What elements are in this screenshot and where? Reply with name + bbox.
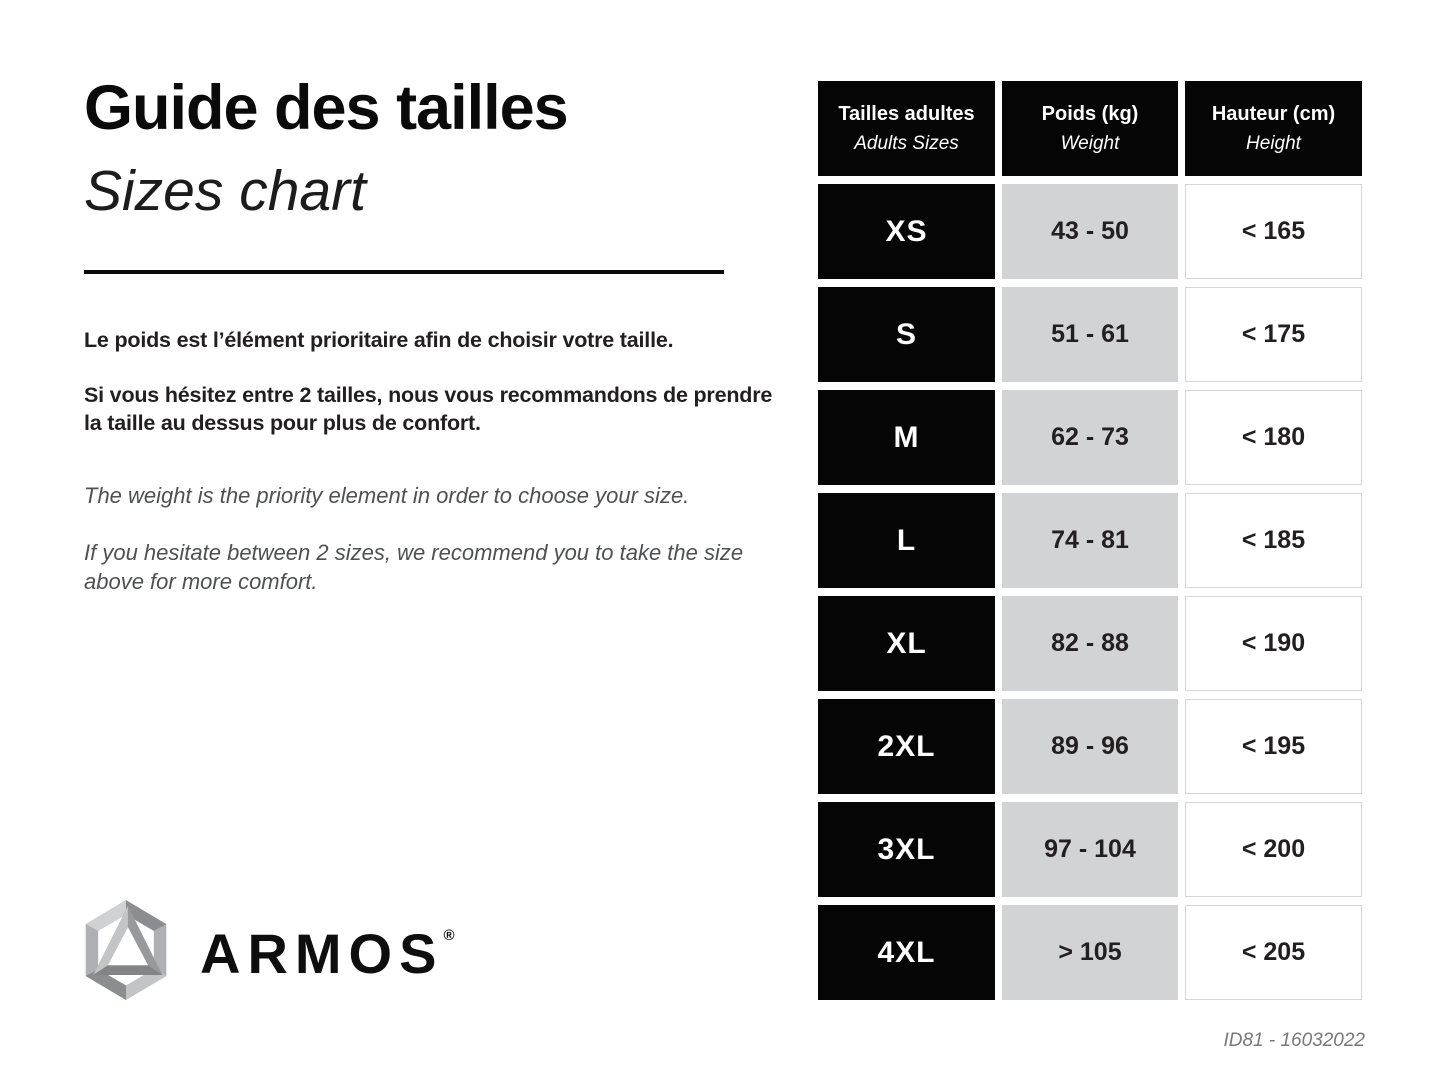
column-header-height	[1185, 81, 1362, 176]
weight-cell-l: 74 - 81	[1002, 493, 1178, 588]
intro-fr-hesitate: Si vous hésitez entre 2 tailles, nous vous recommandons de prendre la taille au dessus pour plus de confort.	[84, 383, 773, 436]
column-header-weight-fr: Poids (kg)	[1041, 102, 1139, 125]
weight-cell-2xl: 89 - 96	[1002, 699, 1178, 794]
brand-wordmark: ARMOS ®	[200, 921, 455, 985]
height-cell-m: < 180	[1185, 390, 1362, 485]
column-header-sizes-fr: Tailles adultes	[838, 102, 975, 125]
size-cell-m: M	[818, 390, 995, 485]
hexagon-triangle-logo-icon	[78, 898, 174, 1009]
document-id: ID81 - 16032022	[1223, 1030, 1365, 1051]
height-cell-s: < 175	[1185, 287, 1362, 382]
weight-cell-3xl: 97 - 104	[1002, 802, 1178, 897]
brand-logo	[78, 898, 455, 1009]
intro-fr-weight-priority: Le poids est l’élément prioritaire afin de choisir votre taille.	[84, 328, 674, 352]
page-title: Guide des tailles	[84, 73, 568, 143]
column-header-sizes-en: Adults Sizes	[854, 132, 959, 154]
size-cell-s: S	[818, 287, 995, 382]
weight-cell-xs: 43 - 50	[1002, 184, 1178, 279]
column-header-sizes	[818, 81, 995, 176]
height-cell-xl: < 190	[1185, 596, 1362, 691]
title-divider	[84, 270, 724, 274]
size-cell-xl: XL	[818, 596, 995, 691]
column-header-weight	[1002, 81, 1178, 176]
size-cell-xs: XS	[818, 184, 995, 279]
weight-cell-4xl: > 105	[1002, 905, 1178, 1000]
registered-trademark-symbol: ®	[443, 926, 455, 944]
intro-en-hesitate: If you hesitate between 2 sizes, we recommend you to take the size above for more comfort.	[84, 540, 744, 595]
size-cell-2xl: 2XL	[818, 699, 995, 794]
height-cell-4xl: < 205	[1185, 905, 1362, 1000]
column-header-height-en: Height	[1246, 132, 1301, 154]
height-cell-3xl: < 200	[1185, 802, 1362, 897]
weight-cell-xl: 82 - 88	[1002, 596, 1178, 691]
weight-cell-s: 51 - 61	[1002, 287, 1178, 382]
height-cell-2xl: < 195	[1185, 699, 1362, 794]
size-chart-table	[818, 81, 1362, 1000]
column-header-weight-en: Weight	[1060, 132, 1120, 154]
height-cell-l: < 185	[1185, 493, 1362, 588]
page-subtitle: Sizes chart	[84, 159, 366, 223]
intro-en-weight-priority: The weight is the priority element in order to choose your size.	[84, 483, 690, 508]
size-cell-l: L	[818, 493, 995, 588]
column-header-height-fr: Hauteur (cm)	[1211, 102, 1336, 125]
weight-cell-m: 62 - 73	[1002, 390, 1178, 485]
size-cell-3xl: 3XL	[818, 802, 995, 897]
size-cell-4xl: 4XL	[818, 905, 995, 1000]
height-cell-xs: < 165	[1185, 184, 1362, 279]
